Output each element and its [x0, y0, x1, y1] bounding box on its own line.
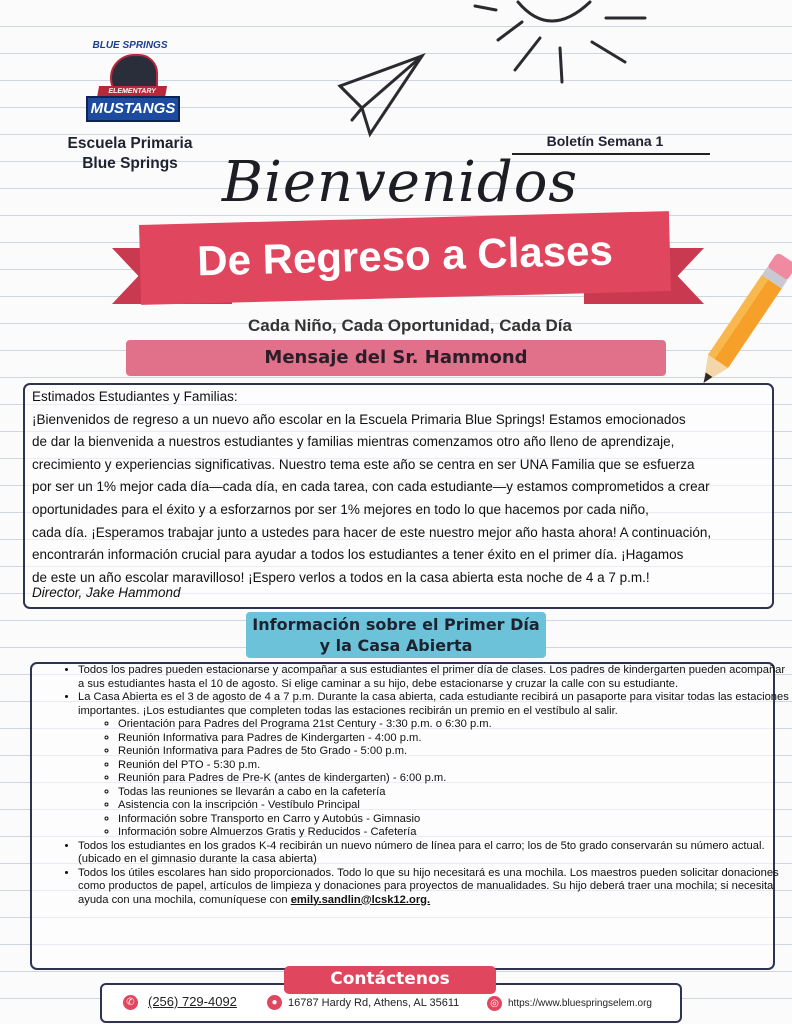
- school-name-line1: Escuela Primaria: [67, 135, 193, 152]
- message-signature: Director, Jake Hammond: [32, 585, 181, 600]
- sub-list: [78, 718, 792, 840]
- message-body: Estimados Estudiantes y Familias: ¡Bienvenidos de regreso a un nuevo año escolar en la Escuela Primaria Blue Springs! Estamos emocionados de dar la bienvenida a nuestros estudiantes y familias mientras comenzamos otro año lleno de aprendizaje, crecimiento y experiencias significativas. Nuestro tema este año se centra en ser UNA Familia que se esfuerza por ser un 1% mejor cada día—cada día, en cada tarea, con cada estudiante—y estamos comprometidos a crear oportunidades para el éxito y a esforzarnos por ser 1% mejores en todo lo que hacemos por cada niño, cada día. ¡Esperamos trabajar junto a ustedes para hacer de este nuestro mejor año hasta ahora! A continuación, encontrarán información crucial para ayudar a todos los estudiantes a tener éxito en el primer día. ¡Hagamos de este un año escolar maravilloso! ¡Espero verlos a todos en la casa abierta esta noche de 4 a 7 p.m.!: [32, 389, 712, 585]
- phone-icon: ✆: [123, 995, 138, 1010]
- school-name: [40, 134, 220, 174]
- sub-list-item: ◦ Información sobre Transporto en Carro y Autobús - Gimnasio: [118, 813, 792, 827]
- logo-top-text: BLUE SPRINGS: [92, 40, 168, 51]
- sub-list-item: ◦ Asistencia con la inscripción - Vestíbulo Principal: [118, 799, 792, 813]
- list-item: [78, 840, 792, 867]
- sub-list-item: ◦ Reunión Informativa para Padres de Kindergarten - 4:00 p.m.: [118, 732, 792, 746]
- sub-list-item: ◦ Todas las reuniones se llevarán a cabo en la cafetería: [118, 786, 792, 800]
- message-heading: Mensaje del Sr. Hammond: [264, 347, 528, 368]
- ribbon-title: De Regreso a Clases: [196, 226, 614, 285]
- school-name-line2: Blue Springs: [82, 155, 178, 172]
- list-item-text: Todos los útiles escolares han sido proporcionados. Todo lo que su hijo necesitará es una mochila. Los maestros pueden solicitar donaciones como productos de papel, artículos de limpieza y donaciones para proyectos de manualidades. Su hijo deberá traer una mochila; si necesita ayuda con una mochila, comuníquese con: [78, 866, 779, 906]
- sub-list-item: ◦ Reunión del PTO - 5:30 p.m.: [118, 759, 792, 773]
- bulletin-label: Boletín Semana 1: [546, 133, 664, 149]
- welcome-title: Bienvenidos: [221, 150, 579, 215]
- globe-icon: ◎: [487, 996, 502, 1011]
- phone-link[interactable]: (256) 729-4092: [148, 994, 237, 1009]
- location-pin-icon: ●: [267, 995, 282, 1010]
- info-heading: [246, 614, 546, 656]
- info-heading-line1: Información sobre el Primer Día: [252, 615, 540, 634]
- pencil-icon: [700, 240, 792, 400]
- logo-band-text: ELEMENTARY: [97, 86, 167, 98]
- tagline: Cada Niño, Cada Oportunidad, Cada Día: [248, 316, 572, 335]
- list-item: [78, 867, 792, 908]
- sub-list-item: ◦ Reunión para Padres de Pre-K (antes de kindergarten) - 6:00 p.m.: [118, 772, 792, 786]
- logo-name-text: MUSTANGS: [86, 96, 180, 122]
- school-logo: [80, 40, 180, 124]
- info-heading-line2: y la Casa Abierta: [319, 636, 473, 655]
- list-item-text: La Casa Abierta es el 3 de agosto de 4 a 7 p.m. Durante la casa abierta, cada estudiante recibirá un pasaporte para visitar todas las estaciones importantes. ¡Los estudiantes que completen todas las estaciones recibirán un premio en el vestíbulo al salir.: [78, 691, 789, 717]
- address-text: 16787 Hardy Rd, Athens, AL 35611: [288, 997, 460, 1009]
- list-item-text: Todos los padres pueden estacionarse y acompañar a sus estudiantes el primer día de clases. Los padres de kindergarten pueden acompañar a sus estudiantes hasta el 10 de agosto. Si elige caminar a su hijo, debe estacionarse y cruzar la calle con su estudiante.: [78, 664, 786, 690]
- email-link[interactable]: emily.sandlin@lcsk12.org.: [290, 893, 431, 906]
- list-item: [78, 664, 792, 691]
- sub-list-item: ◦ Orientación para Padres del Programa 21st Century - 3:30 p.m. o 6:30 p.m.: [118, 718, 792, 732]
- sub-list-item: ◦ Información sobre Almuerzos Gratis y Reducidos - Cafetería: [118, 826, 792, 840]
- website-link[interactable]: https://www.bluespringselem.org: [508, 998, 652, 1009]
- contact-heading: Contáctenos: [330, 969, 450, 989]
- list-item-text: Todos los estudiantes en los grados K-4 recibirán un nuevo número de línea para el carro; los de 5to grado conservarán su número actual. (ubicado en el gimnasio durante la casa abierta): [78, 839, 765, 865]
- info-list: [44, 664, 792, 907]
- list-item: [78, 691, 792, 840]
- sub-list-item: ◦ Reunión Informativa para Padres de 5to Grado - 5:00 p.m.: [118, 745, 792, 759]
